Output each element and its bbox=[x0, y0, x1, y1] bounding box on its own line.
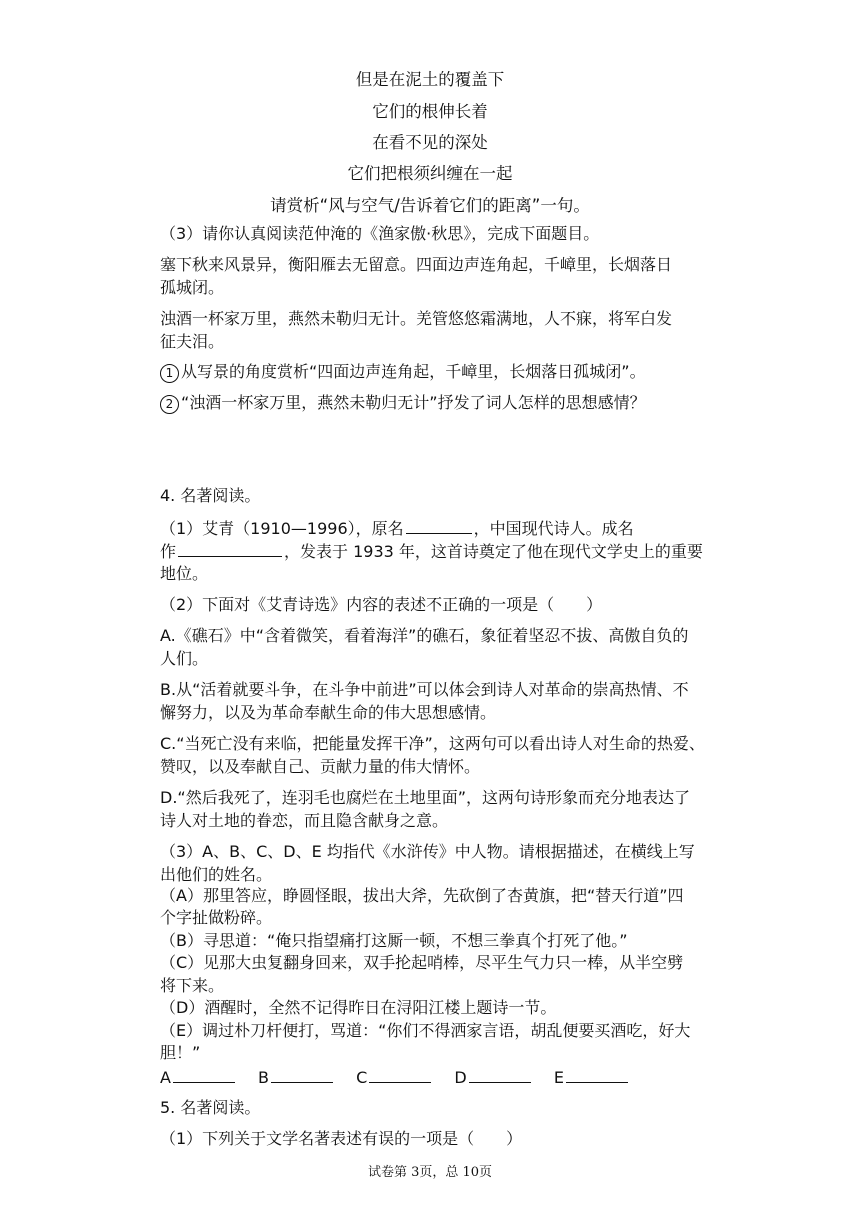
desc-e-line1: （E）调过朴刀杆便打，骂道：“你们不得洒家言语，胡乱便要买酒吃，好大 bbox=[160, 1021, 691, 1040]
answer-blank-original-name[interactable] bbox=[406, 517, 472, 534]
desc-e-line2: 胆！” bbox=[160, 1043, 201, 1062]
circle-number-2: 2 bbox=[160, 395, 179, 414]
verse-line-2a: 浊酒一杯家万里，燕然未勒归无计。羌管悠悠霜满地，人不寐，将军白发 bbox=[160, 309, 673, 328]
q4-p1-text-c: 作 bbox=[160, 542, 177, 561]
poem-line-1: 但是在泥土的覆盖下 bbox=[355, 70, 505, 89]
answer-blank-d[interactable] bbox=[469, 1066, 531, 1083]
answer-blank-b[interactable] bbox=[271, 1066, 333, 1083]
desc-a-line2: 个字扯做粉碎。 bbox=[160, 908, 273, 927]
verse-line-1a: 塞下秋来风景异，衡阳雁去无留意。四面边声连角起，千嶂里，长烟落日 bbox=[160, 255, 673, 274]
q5-title: 5. 名著阅读。 bbox=[160, 1098, 261, 1117]
circle-number-1: 1 bbox=[160, 364, 179, 383]
option-d-line1: D.“然后我死了，连羽毛也腐烂在土地里面”，这两句诗形象而充分地表达了 bbox=[160, 788, 690, 807]
poem-question: 请赏析“风与空气/告诉着它们的距离”一句。 bbox=[270, 196, 590, 215]
poem-line-4: 它们把根须纠缠在一起 bbox=[347, 164, 513, 183]
q4-title: 4. 名著阅读。 bbox=[160, 486, 261, 505]
q4-p3-line2: 出他们的姓名。 bbox=[160, 865, 273, 884]
poem-line-3: 在看不见的深处 bbox=[372, 133, 488, 152]
verse-line-1b: 孤城闭。 bbox=[160, 278, 225, 297]
q5-p1: （1）下列关于文学名著表述有误的一项是（ ） bbox=[160, 1129, 523, 1148]
answer-label-d: D bbox=[454, 1068, 467, 1087]
desc-a-line1: （A）那里答应，睁圆怪眼，拔出大斧，先砍倒了杏黄旗，把“替天行道”四 bbox=[160, 886, 684, 905]
q4-p1-line1 bbox=[160, 517, 740, 540]
q4-p1-line2 bbox=[160, 540, 740, 563]
answer-label-c: C bbox=[356, 1068, 368, 1087]
desc-b: （B）寻思道：“俺只指望痛打这厮一顿，不想三拳真个打死了他。” bbox=[160, 931, 628, 950]
sub-question-2 bbox=[160, 392, 740, 414]
answer-blank-a[interactable] bbox=[173, 1066, 235, 1083]
option-c-line2: 赞叹，以及奉献自己、贡献力量的伟大情怀。 bbox=[160, 757, 481, 776]
verse-line-2b: 征夫泪。 bbox=[160, 332, 225, 351]
answer-label-e: E bbox=[553, 1068, 564, 1087]
answer-label-a: A bbox=[160, 1068, 171, 1087]
option-d-line2: 诗人对土地的眷恋，而且隐含献身之意。 bbox=[160, 811, 449, 830]
option-b-line1: B.从“活着就要斗争，在斗争中前进”可以体会到诗人对革命的崇高热情、不 bbox=[160, 680, 689, 699]
q4-p1-text-a: （1）艾青（1910—1996），原名 bbox=[160, 519, 404, 538]
answer-row bbox=[160, 1066, 760, 1087]
sub-question-1-text: 从写景的角度赏析“四面边声连角起，千嶂里，长烟落日孤城闭”。 bbox=[181, 362, 646, 381]
answer-blank-c[interactable] bbox=[369, 1066, 431, 1083]
option-a-line1: A.《礁石》中“含着微笑，看着海洋”的礁石，象征着坚忍不拔、高傲自负的 bbox=[160, 626, 689, 645]
q4-p1-text-d: ，发表于 1933 年，这首诗奠定了他在现代文学史上的重要 bbox=[284, 542, 703, 561]
answer-blank-e[interactable] bbox=[566, 1066, 628, 1083]
q4-p1-text-b: ，中国现代诗人。成名 bbox=[473, 519, 634, 538]
option-a-line2: 人们。 bbox=[160, 649, 209, 668]
page-footer: 试卷第 3页，总 10页 bbox=[367, 1165, 493, 1180]
answer-blank-famous-work[interactable] bbox=[178, 540, 282, 557]
q4-p2: （2）下面对《艾青诗选》内容的表述不正确的一项是（ ） bbox=[160, 595, 603, 614]
option-c-line1: C.“当死亡没有来临，把能量发挥干净”，这两句可以看出诗人对生命的热爱、 bbox=[160, 734, 705, 753]
desc-c-line1: （C）见那大虫复翻身回来，双手抡起哨棒，尽平生气力只一棒，从半空劈 bbox=[160, 953, 684, 972]
poem-line-2: 它们的根伸长着 bbox=[372, 102, 488, 121]
q3-3-intro: （3）请你认真阅读范仲淹的《渔家傲·秋思》，完成下面题目。 bbox=[160, 224, 600, 243]
q4-p3-line1: （3）A、B、C、D、E 均指代《水浒传》中人物。请根据描述，在横线上写 bbox=[160, 842, 695, 861]
desc-c-line2: 将下来。 bbox=[160, 976, 225, 995]
answer-label-b: B bbox=[258, 1068, 270, 1087]
sub-question-1 bbox=[160, 361, 740, 383]
sub-question-2-text: “浊酒一杯家万里，燕然未勒归无计”抒发了词人怎样的思想感情？ bbox=[181, 393, 646, 412]
q4-p1-line3: 地位。 bbox=[160, 564, 209, 583]
desc-d: （D）酒醒时，全然不记得昨日在浔阳江楼上题诗一节。 bbox=[160, 998, 557, 1017]
option-b-line2: 懈努力，以及为革命奉献生命的伟大思想感情。 bbox=[160, 703, 497, 722]
